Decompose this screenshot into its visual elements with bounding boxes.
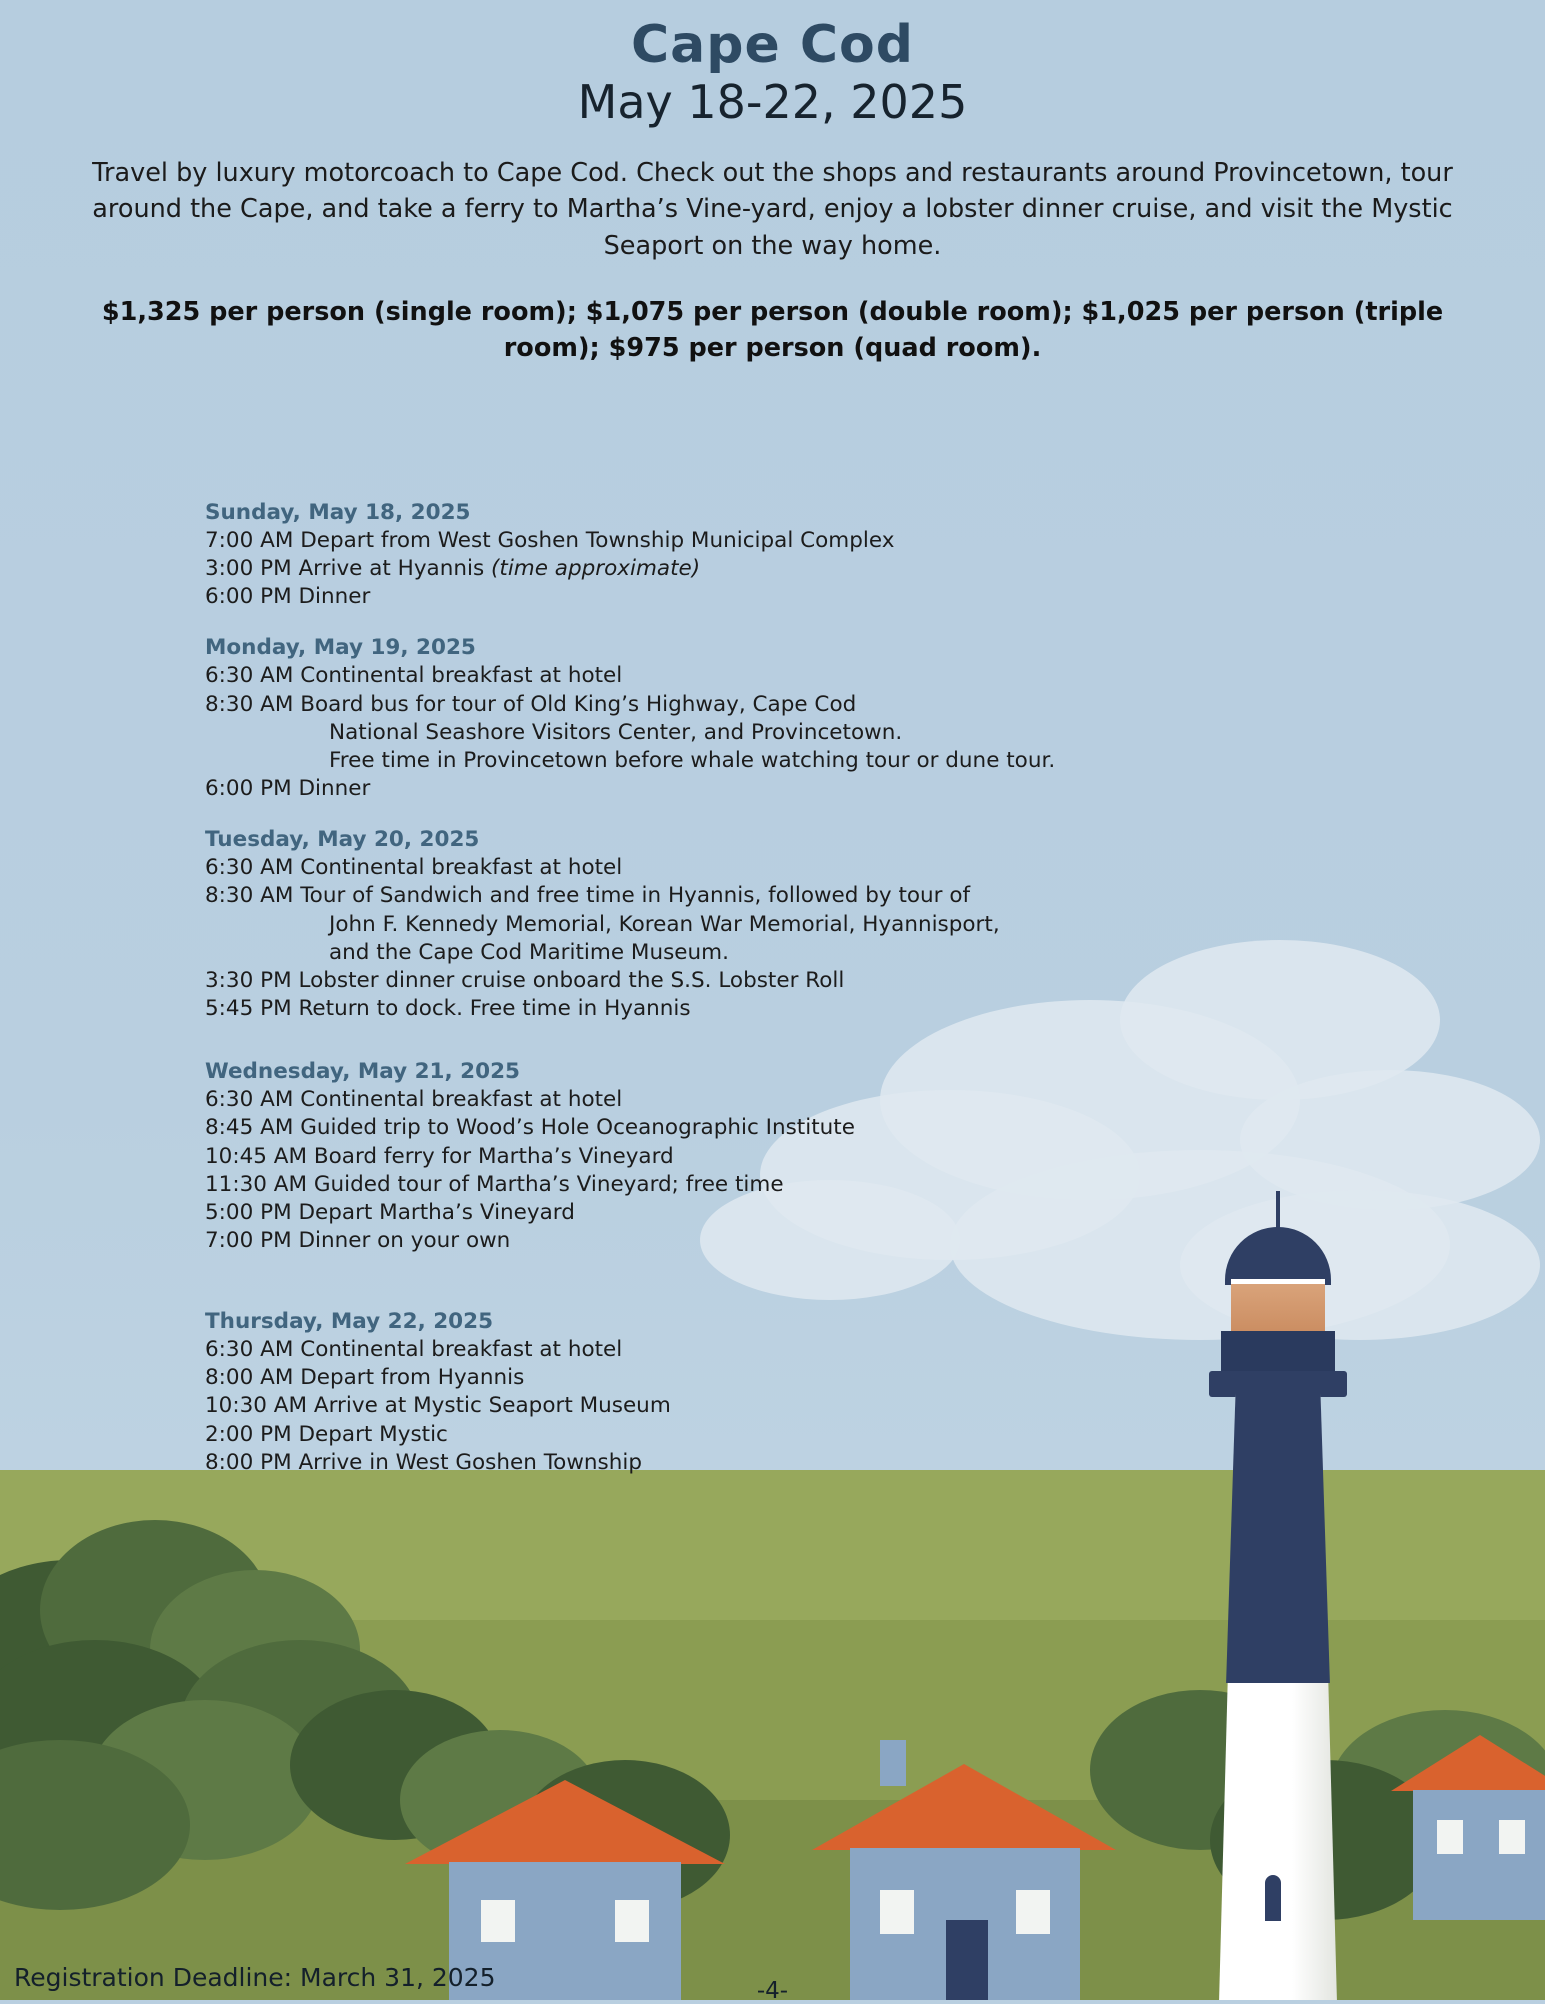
itinerary-day-heading: Tuesday, May 20, 2025 xyxy=(205,827,480,853)
spacer xyxy=(205,611,1255,621)
page-title: Cape Cod xyxy=(631,15,914,75)
itinerary-line: 2:00 PM Depart Mystic xyxy=(205,1421,448,1447)
itinerary-line: Free time in Provincetown before whale watching tour or dune tour. xyxy=(329,747,1056,773)
itinerary-day-heading: Monday, May 19, 2025 xyxy=(205,635,476,661)
itinerary-line: 6:00 PM Dinner xyxy=(205,584,371,610)
itinerary-line: and the Cape Cod Maritime Museum. xyxy=(329,939,729,965)
itinerary-line: 6:30 AM Continental breakfast at hotel xyxy=(205,663,623,689)
itinerary-line: 8:30 AM Tour of Sandwich and free time in Hyannis, followed by tour of xyxy=(205,883,971,909)
itinerary-line: 6:30 AM Continental breakfast at hotel xyxy=(205,855,623,881)
itinerary-line: 7:00 PM Dinner on your own xyxy=(205,1227,511,1253)
itinerary-line: 5:45 PM Return to dock. Free time in Hyannis xyxy=(205,996,691,1022)
itinerary-line: John F. Kennedy Memorial, Korean War Memorial, Hyannisport, xyxy=(329,911,1000,937)
itinerary-line: 3:00 PM Arrive at Hyannis (time approximate) xyxy=(205,556,701,582)
page-number: -4- xyxy=(756,1978,789,2004)
spacer xyxy=(205,1023,1255,1045)
registration-deadline: Registration Deadline: March 31, 2025 xyxy=(14,1963,496,1992)
spacer xyxy=(205,803,1255,813)
itinerary-line: 8:45 AM Guided trip to Wood’s Hole Oceanographic Institute xyxy=(205,1115,855,1141)
itinerary-line: 8:30 AM Board bus for tour of Old King’s Highway, Cape Cod xyxy=(205,691,857,717)
intro-paragraph: Travel by luxury motorcoach to Cape Cod. Check out the shops and restaurants around Provincetown, tour around the Cape, and take a ferry to Martha’s Vine-yard, enjoy a lobster dinner cruise, and visit the Mystic Seaport on the way home. xyxy=(92,158,1453,261)
itinerary-line: 3:30 PM Lobster dinner cruise onboard the S.S. Lobster Roll xyxy=(205,967,845,993)
itinerary-line: 10:30 AM Arrive at Mystic Seaport Museum xyxy=(205,1393,671,1419)
itinerary-line: 6:30 AM Continental breakfast at hotel xyxy=(205,1087,623,1113)
trip-dates: May 18-22, 2025 xyxy=(577,74,968,129)
spacer xyxy=(205,1255,1255,1295)
itinerary-line: 7:00 AM Depart from West Goshen Township Municipal Complex xyxy=(205,528,895,553)
pricing-paragraph: $1,325 per person (single room); $1,075 per person (double room); $1,025 per person (triple room); $975 per person (quad room). xyxy=(101,296,1444,363)
itinerary-day-heading: Thursday, May 22, 2025 xyxy=(205,1309,494,1335)
itinerary-list xyxy=(205,500,1255,1477)
itinerary-day-heading: Sunday, May 18, 2025 xyxy=(205,500,471,525)
itinerary-line: 5:00 PM Depart Martha’s Vineyard xyxy=(205,1199,575,1225)
itinerary-line: 10:45 AM Board ferry for Martha’s Vineyard xyxy=(205,1143,674,1169)
itinerary-line: 11:30 AM Guided tour of Martha’s Vineyard; free time xyxy=(205,1171,784,1197)
itinerary-day-heading: Wednesday, May 21, 2025 xyxy=(205,1059,520,1085)
itinerary-line: National Seashore Visitors Center, and Provincetown. xyxy=(329,719,903,745)
itinerary-line: 6:30 AM Continental breakfast at hotel xyxy=(205,1337,623,1363)
itinerary-line: 6:00 PM Dinner xyxy=(205,776,371,802)
itinerary-line: 8:00 PM Arrive in West Goshen Township xyxy=(205,1449,642,1475)
itinerary-line: 8:00 AM Depart from Hyannis xyxy=(205,1365,525,1391)
